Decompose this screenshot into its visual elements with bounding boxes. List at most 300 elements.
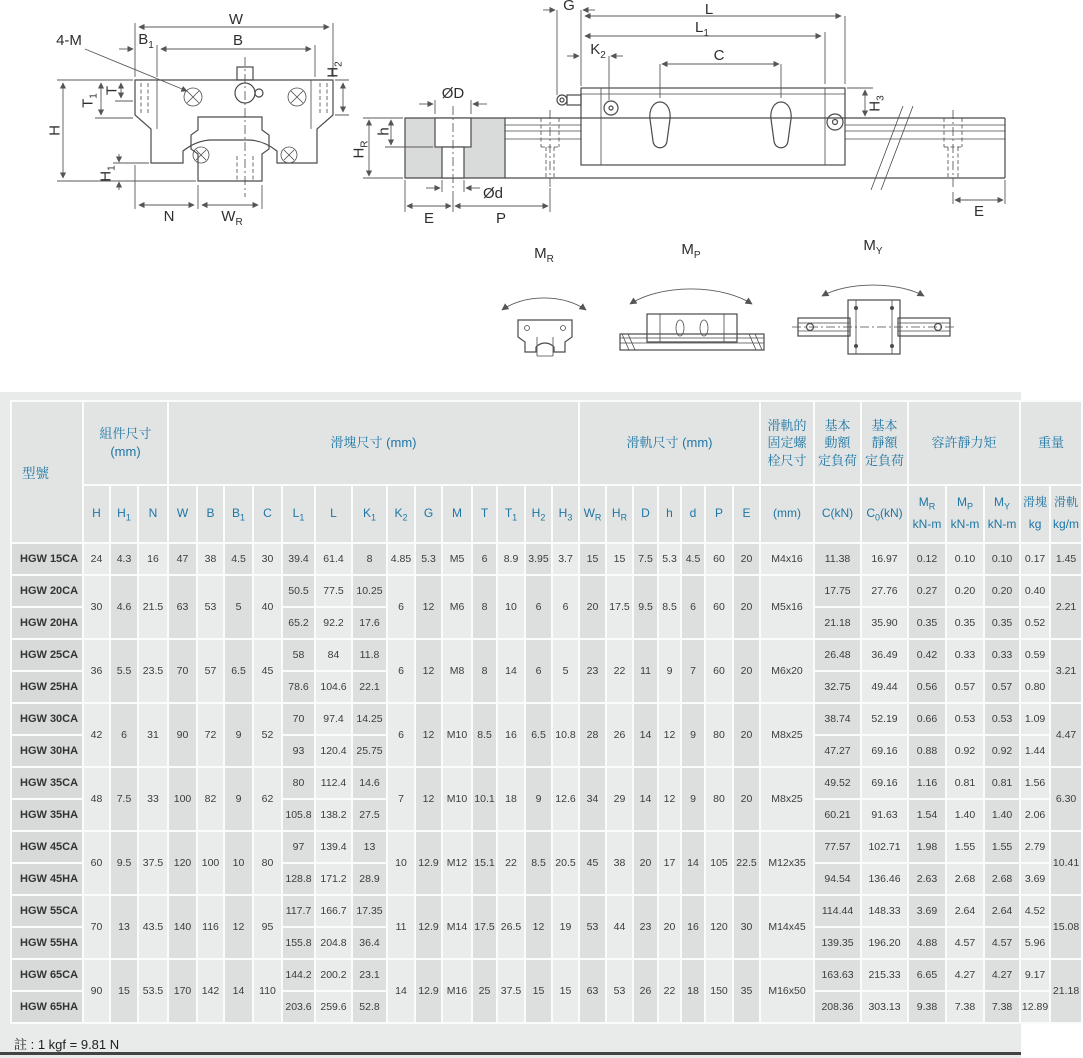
table-cell: 34 xyxy=(580,768,605,830)
table-cell: 0.10 xyxy=(947,544,983,574)
table-cell: 1.40 xyxy=(985,800,1019,830)
model-cell: HGW 35CA xyxy=(12,768,82,798)
table-cell: 14 xyxy=(225,960,252,1022)
table-cell: 42 xyxy=(84,704,109,766)
dim-label-b: B xyxy=(232,32,243,49)
table-cell: 60.21 xyxy=(815,800,860,830)
model-cell: HGW 45CA xyxy=(12,832,82,862)
table-cell: 12.9 xyxy=(416,896,441,958)
table-cell: 170 xyxy=(169,960,196,1022)
table-cell: 60 xyxy=(84,832,109,894)
table-cell: 15 xyxy=(580,544,605,574)
table-cell: 0.42 xyxy=(909,640,945,670)
bolt-cell: M4x16 xyxy=(761,544,813,574)
table-cell: 7.38 xyxy=(947,992,983,1022)
table-cell: 12.6 xyxy=(553,768,578,830)
rail-weight-cell: 6.30 xyxy=(1051,768,1081,830)
table-cell: 2.64 xyxy=(985,896,1019,926)
table-cell: 31 xyxy=(139,704,167,766)
table-cell: 14.6 xyxy=(353,768,386,798)
model-cell: HGW 25CA xyxy=(12,640,82,670)
table-cell: 21.5 xyxy=(139,576,167,638)
header-col: L xyxy=(316,486,351,542)
bolt-cell: M16x50 xyxy=(761,960,813,1022)
table-cell: 62 xyxy=(254,768,281,830)
table-cell: 105 xyxy=(706,832,732,894)
table-cell: 26.48 xyxy=(815,640,860,670)
table-cell: 22 xyxy=(607,640,632,702)
table-cell: 303.13 xyxy=(862,992,907,1022)
table-cell: 2.06 xyxy=(1021,800,1049,830)
table-cell: 30 xyxy=(254,544,281,574)
header-col: N xyxy=(139,486,167,542)
dim-label-e-right: E xyxy=(973,203,984,220)
table-cell: 16 xyxy=(139,544,167,574)
rail-weight-cell: 4.47 xyxy=(1051,704,1081,766)
header-col: $H_1$ xyxy=(111,486,137,542)
table-cell: 1.09 xyxy=(1021,704,1049,734)
table-cell: 0.17 xyxy=(1021,544,1049,574)
header-col: W xyxy=(169,486,196,542)
table-cell: 63 xyxy=(169,576,196,638)
table-cell: 148.33 xyxy=(862,896,907,926)
table-cell: 82 xyxy=(198,768,223,830)
header-col: $H_3$ xyxy=(553,486,578,542)
table-cell: 16.97 xyxy=(862,544,907,574)
table-cell: 100 xyxy=(169,768,196,830)
spec-table-wrap xyxy=(10,392,1080,1024)
table-cell: 37.5 xyxy=(498,960,524,1022)
table-cell: 112.4 xyxy=(316,768,351,798)
table-cell: 140 xyxy=(169,896,196,958)
table-cell: 0.80 xyxy=(1021,672,1049,702)
table-cell: 4.27 xyxy=(985,960,1019,990)
table-cell: 39.4 xyxy=(283,544,314,574)
bolt-cell: M6x20 xyxy=(761,640,813,702)
header-col: $C_0(kN)$ xyxy=(862,486,907,542)
table-cell: 38.74 xyxy=(815,704,860,734)
header-col: h xyxy=(659,486,680,542)
table-cell: 4.88 xyxy=(909,928,945,958)
table-cell: 4.5 xyxy=(225,544,252,574)
table-cell: 139.4 xyxy=(316,832,351,862)
header-col: $M_P$ kN-m xyxy=(947,486,983,542)
header-group: 滑軌的 固定螺 栓尺寸 xyxy=(761,402,813,484)
table-cell: 1.55 xyxy=(985,832,1019,862)
table-cell: 4.57 xyxy=(947,928,983,958)
dim-label-h2: $H_2$ xyxy=(324,61,345,78)
model-cell: HGW 65CA xyxy=(12,960,82,990)
bolt-cell: M8x25 xyxy=(761,768,813,830)
table-cell: 10 xyxy=(498,576,524,638)
model-cell: HGW 45HA xyxy=(12,864,82,894)
table-cell: 0.52 xyxy=(1021,608,1049,638)
table-cell: 0.33 xyxy=(985,640,1019,670)
dim-label-l: L xyxy=(704,1,714,18)
header-group: 組件尺寸 (mm) xyxy=(84,402,167,484)
table-cell: 114.44 xyxy=(815,896,860,926)
table-cell: 12 xyxy=(416,704,441,766)
table-cell: 4.57 xyxy=(985,928,1019,958)
header-col: $K_1$ xyxy=(353,486,386,542)
table-cell: 63 xyxy=(580,960,605,1022)
table-cell: 53.5 xyxy=(139,960,167,1022)
table-cell: 166.7 xyxy=(316,896,351,926)
rail-weight-cell: 21.18 xyxy=(1051,960,1081,1022)
dim-label-t1: $T_1$ xyxy=(79,93,100,108)
spec-table xyxy=(10,400,1083,1024)
table-cell: 5.96 xyxy=(1021,928,1049,958)
rail-weight-cell: 2.21 xyxy=(1051,576,1081,638)
table-cell: 0.88 xyxy=(909,736,945,766)
table-cell: 2.79 xyxy=(1021,832,1049,862)
table-cell: 163.63 xyxy=(815,960,860,990)
header-col: $L_1$ xyxy=(283,486,314,542)
table-cell: 0.40 xyxy=(1021,576,1049,606)
header-col: G xyxy=(416,486,441,542)
table-cell: 1.44 xyxy=(1021,736,1049,766)
table-cell: 11 xyxy=(388,896,414,958)
table-cell: 22.1 xyxy=(353,672,386,702)
table-cell: 27.76 xyxy=(862,576,907,606)
header-col: M xyxy=(443,486,471,542)
header-model: 型號 xyxy=(12,402,82,542)
table-cell: 52 xyxy=(254,704,281,766)
header-group: 容許靜力矩 xyxy=(909,402,1019,484)
footnote: 註 : 1 kgf = 9.81 N xyxy=(14,1037,120,1052)
table-cell: 9 xyxy=(225,704,252,766)
moment-label-mr: $M_R$ xyxy=(534,245,554,265)
table-cell: 12 xyxy=(416,768,441,830)
table-cell: 144.2 xyxy=(283,960,314,990)
table-cell: 15 xyxy=(526,960,551,1022)
table-cell: 20 xyxy=(659,896,680,958)
table-cell: 77.57 xyxy=(815,832,860,862)
header-col: $B_1$ xyxy=(225,486,252,542)
header-col: E xyxy=(734,486,759,542)
table-cell: 49.52 xyxy=(815,768,860,798)
table-cell: 17.75 xyxy=(815,576,860,606)
table-cell: 17 xyxy=(659,832,680,894)
table-cell: M6 xyxy=(443,576,471,638)
table-cell: 69.16 xyxy=(862,736,907,766)
table-cell: 23 xyxy=(634,896,657,958)
table-cell: 28.9 xyxy=(353,864,386,894)
table-cell: 15 xyxy=(553,960,578,1022)
table-cell: 91.63 xyxy=(862,800,907,830)
table-cell: 8 xyxy=(473,640,496,702)
table-cell: 0.57 xyxy=(985,672,1019,702)
table-cell: 2.68 xyxy=(947,864,983,894)
table-cell: 0.59 xyxy=(1021,640,1049,670)
table-cell: 14 xyxy=(634,768,657,830)
model-cell: HGW 15CA xyxy=(12,544,82,574)
table-cell: 196.20 xyxy=(862,928,907,958)
model-cell: HGW 25HA xyxy=(12,672,82,702)
table-cell: 0.12 xyxy=(909,544,945,574)
table-cell: 53 xyxy=(607,960,632,1022)
table-cell: 12 xyxy=(659,768,680,830)
header-col: B xyxy=(198,486,223,542)
table-cell: 259.6 xyxy=(316,992,351,1022)
cross-section-diagram xyxy=(15,5,350,237)
table-cell: 13 xyxy=(353,832,386,862)
table-cell: 100 xyxy=(198,832,223,894)
table-cell: 9.17 xyxy=(1021,960,1049,990)
table-cell: 45 xyxy=(580,832,605,894)
table-cell: 47 xyxy=(169,544,196,574)
rail-weight-cell: 15.08 xyxy=(1051,896,1081,958)
table-cell: 2.64 xyxy=(947,896,983,926)
dim-label-h: H xyxy=(46,125,64,136)
table-cell: 5 xyxy=(553,640,578,702)
table-cell: 204.8 xyxy=(316,928,351,958)
table-cell: 120.4 xyxy=(316,736,351,766)
dim-label-g: G xyxy=(563,0,575,14)
table-cell: 12 xyxy=(416,640,441,702)
table-cell: 38 xyxy=(198,544,223,574)
table-cell: 35.90 xyxy=(862,608,907,638)
table-cell: 9.5 xyxy=(111,832,137,894)
table-cell: 61.4 xyxy=(316,544,351,574)
table-cell: 10 xyxy=(225,832,252,894)
table-cell: 102.71 xyxy=(862,832,907,862)
header-col: $M_Y$ kN-m xyxy=(985,486,1019,542)
table-cell: 5.5 xyxy=(111,640,137,702)
table-cell: 70 xyxy=(84,896,109,958)
table-cell: 58 xyxy=(283,640,314,670)
table-cell: 8 xyxy=(353,544,386,574)
table-cell: 60 xyxy=(706,576,732,638)
table-cell: 3.95 xyxy=(526,544,551,574)
table-cell: 32.75 xyxy=(815,672,860,702)
table-cell: 0.20 xyxy=(947,576,983,606)
table-cell: 97.4 xyxy=(316,704,351,734)
table-cell: 5 xyxy=(225,576,252,638)
table-cell: 0.53 xyxy=(947,704,983,734)
table-cell: 17.6 xyxy=(353,608,386,638)
table-cell: 0.57 xyxy=(947,672,983,702)
table-cell: 18 xyxy=(682,960,704,1022)
table-cell: 53 xyxy=(580,896,605,958)
table-cell: M14 xyxy=(443,896,471,958)
table-cell: 208.36 xyxy=(815,992,860,1022)
table-cell: 28 xyxy=(580,704,605,766)
table-cell: 139.35 xyxy=(815,928,860,958)
rail-weight-cell: 3.21 xyxy=(1051,640,1081,702)
table-cell: 18 xyxy=(498,768,524,830)
table-cell: 38 xyxy=(607,832,632,894)
table-cell: 16 xyxy=(682,896,704,958)
table-cell: 25 xyxy=(473,960,496,1022)
table-cell: 128.8 xyxy=(283,864,314,894)
table-cell: 136.46 xyxy=(862,864,907,894)
table-cell: 2.63 xyxy=(909,864,945,894)
bolt-cell: M14x45 xyxy=(761,896,813,958)
bottom-rule xyxy=(0,1052,1021,1055)
table-cell: 104.6 xyxy=(316,672,351,702)
table-cell: 4.85 xyxy=(388,544,414,574)
table-cell: 6 xyxy=(388,640,414,702)
table-cell: 80 xyxy=(706,704,732,766)
table-cell: 1.98 xyxy=(909,832,945,862)
table-cell: 12.9 xyxy=(416,960,441,1022)
table-cell: 57 xyxy=(198,640,223,702)
table-cell: 4.52 xyxy=(1021,896,1049,926)
table-cell: 14 xyxy=(388,960,414,1022)
dim-label-od-small: Ød xyxy=(482,185,503,202)
header-group: 滑軌尺寸 (mm) xyxy=(580,402,759,484)
table-cell: 9.5 xyxy=(634,576,657,638)
table-cell: 9 xyxy=(659,640,680,702)
table-cell: 6.65 xyxy=(909,960,945,990)
table-cell: 90 xyxy=(169,704,196,766)
table-cell: 9 xyxy=(682,768,704,830)
table-cell: 0.56 xyxy=(909,672,945,702)
table-cell: 0.33 xyxy=(947,640,983,670)
table-cell: 20 xyxy=(634,832,657,894)
table-cell: 20 xyxy=(734,768,759,830)
table-cell: 10.25 xyxy=(353,576,386,606)
table-cell: 4.5 xyxy=(682,544,704,574)
table-cell: 16 xyxy=(498,704,524,766)
table-cell: 80 xyxy=(706,768,732,830)
table-cell: 35 xyxy=(734,960,759,1022)
table-cell: 215.33 xyxy=(862,960,907,990)
table-cell: 12.89 xyxy=(1021,992,1049,1022)
header-col: $H_2$ xyxy=(526,486,551,542)
table-cell: 3.7 xyxy=(553,544,578,574)
side-view-diagram xyxy=(350,0,1015,232)
table-cell: 3.69 xyxy=(1021,864,1049,894)
header-group: 基本 靜額 定負荷 xyxy=(862,402,907,484)
table-cell: 0.27 xyxy=(909,576,945,606)
rail-weight-cell: 1.45 xyxy=(1051,544,1081,574)
table-cell: 203.6 xyxy=(283,992,314,1022)
bolt-cell: M12x35 xyxy=(761,832,813,894)
table-cell: 0.35 xyxy=(947,608,983,638)
table-cell: 17.5 xyxy=(607,576,632,638)
table-cell: 95 xyxy=(254,896,281,958)
table-cell: 24 xyxy=(84,544,109,574)
table-cell: 6 xyxy=(388,704,414,766)
table-cell: 12.9 xyxy=(416,832,441,894)
table-cell: 49.44 xyxy=(862,672,907,702)
moment-diagrams xyxy=(480,238,1000,386)
table-cell: M10 xyxy=(443,704,471,766)
model-cell: HGW 20HA xyxy=(12,608,82,638)
table-cell: 7 xyxy=(388,768,414,830)
model-cell: HGW 30HA xyxy=(12,736,82,766)
dim-label-n: N xyxy=(163,208,175,225)
header-col: $M_R$ kN-m xyxy=(909,486,945,542)
table-cell: 69.16 xyxy=(862,768,907,798)
model-cell: HGW 20CA xyxy=(12,576,82,606)
table-cell: 13 xyxy=(111,896,137,958)
table-cell: 20.5 xyxy=(553,832,578,894)
bolt-cell: M8x25 xyxy=(761,704,813,766)
table-cell: 14 xyxy=(634,704,657,766)
table-cell: 20 xyxy=(734,576,759,638)
model-cell: HGW 30CA xyxy=(12,704,82,734)
table-cell: 9.38 xyxy=(909,992,945,1022)
dim-label-t: T xyxy=(103,85,121,96)
model-cell: HGW 55CA xyxy=(12,896,82,926)
table-cell: 29 xyxy=(607,768,632,830)
bolt-cell: M5x16 xyxy=(761,576,813,638)
table-cell: 155.8 xyxy=(283,928,314,958)
table-cell: 80 xyxy=(283,768,314,798)
table-cell: 120 xyxy=(706,896,732,958)
table-cell: 65.2 xyxy=(283,608,314,638)
table-cell: 12 xyxy=(416,576,441,638)
table-cell: 43.5 xyxy=(139,896,167,958)
table-cell: 36 xyxy=(84,640,109,702)
table-cell: 78.6 xyxy=(283,672,314,702)
dim-label-l1: $L_1$ xyxy=(695,19,709,39)
table-cell: 14 xyxy=(682,832,704,894)
table-cell: 23.5 xyxy=(139,640,167,702)
table-cell: 7 xyxy=(682,640,704,702)
table-cell: 9 xyxy=(682,704,704,766)
table-cell: 50.5 xyxy=(283,576,314,606)
table-cell: 4.6 xyxy=(111,576,137,638)
table-cell: 7.5 xyxy=(111,768,137,830)
dim-label-c: C xyxy=(713,47,725,64)
table-cell: 120 xyxy=(169,832,196,894)
table-cell: M16 xyxy=(443,960,471,1022)
table-cell: 12 xyxy=(225,896,252,958)
table-cell: 0.10 xyxy=(985,544,1019,574)
table-cell: 45 xyxy=(254,640,281,702)
table-cell: 1.40 xyxy=(947,800,983,830)
table-cell: M8 xyxy=(443,640,471,702)
header-col: H xyxy=(84,486,109,542)
table-cell: 4.3 xyxy=(111,544,137,574)
table-cell: 105.8 xyxy=(283,800,314,830)
dim-label-od: ØD xyxy=(441,85,465,102)
table-cell: 6 xyxy=(473,544,496,574)
header-group: 重量 xyxy=(1021,402,1081,484)
dim-label-4m: 4-M xyxy=(56,32,82,49)
table-cell: 7.38 xyxy=(985,992,1019,1022)
table-cell: 30 xyxy=(84,576,109,638)
table-cell: 21.18 xyxy=(815,608,860,638)
table-cell: M12 xyxy=(443,832,471,894)
table-cell: 0.92 xyxy=(985,736,1019,766)
table-cell: 1.54 xyxy=(909,800,945,830)
table-cell: 1.55 xyxy=(947,832,983,862)
table-cell: 10.8 xyxy=(553,704,578,766)
header-col: d xyxy=(682,486,704,542)
moment-label-mp: $M_P$ xyxy=(681,241,701,261)
table-cell: 26 xyxy=(634,960,657,1022)
table-cell: 171.2 xyxy=(316,864,351,894)
header-col: $W_R$ xyxy=(580,486,605,542)
header-col: C(kN) xyxy=(815,486,860,542)
table-cell: 84 xyxy=(316,640,351,670)
table-cell: 14.25 xyxy=(353,704,386,734)
table-cell: 138.2 xyxy=(316,800,351,830)
table-cell: 92.2 xyxy=(316,608,351,638)
table-cell: 90 xyxy=(84,960,109,1022)
header-group: 基本 動額 定負荷 xyxy=(815,402,860,484)
header-col: $K_2$ xyxy=(388,486,414,542)
table-cell: 60 xyxy=(706,544,732,574)
table-cell: 3.69 xyxy=(909,896,945,926)
header-col: T xyxy=(473,486,496,542)
table-cell: 12 xyxy=(526,896,551,958)
